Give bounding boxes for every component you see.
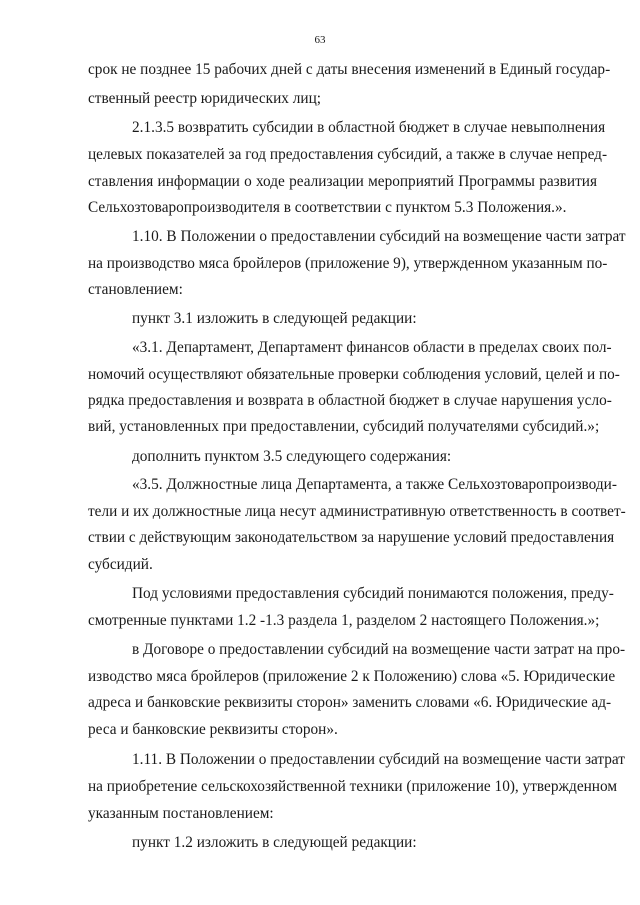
text-line: ставления информации о ходе реализации мероприятий Программы развития: [88, 173, 597, 190]
text-line: вий, установленных при предоставлении, субсидий получателями субсидий.»;: [88, 418, 600, 435]
text-line: смотренные пунктами 1.2 -1.3 раздела 1, разделом 2 настоящего Положения.»;: [88, 612, 600, 629]
text-line: ственный реестр юридических лиц;: [88, 90, 322, 107]
text-line: изводство мяса бройлеров (приложение 2 к Положению) слова «5. Юридические: [88, 668, 616, 685]
text-line: на приобретение сельскохозяйственной техники (приложение 10), утвержденном: [88, 778, 618, 795]
text-line: субсидий.: [88, 556, 153, 573]
text-line: на производство мяса бройлеров (приложение 9), утвержденном указанным по-: [88, 255, 608, 272]
text-line: «3.1. Департамент, Департамент финансов области в пределах своих пол-: [132, 339, 612, 356]
text-line: номочий осуществляют обязательные проверки соблюдения условий, целей и по-: [88, 366, 620, 383]
text-line: 1.11. В Положении о предоставлении субсидий на возмещение части затрат: [132, 751, 625, 768]
text-line: срок не позднее 15 рабочих дней с даты внесения изменений в Единый государ-: [88, 61, 611, 78]
text-line: 2.1.3.5 возвратить субсидии в областной бюджет в случае невыполнения: [132, 119, 606, 136]
text-line: Под условиями предоставления субсидий понимаются положения, преду-: [132, 585, 614, 602]
page-number: 63: [314, 34, 326, 46]
text-line: тели и их должностные лица несут административную ответственность в соответ-: [88, 503, 626, 520]
text-line: Сельхозтоваропроизводителя в соответствии с пунктом 5.3 Положения.».: [88, 199, 567, 216]
text-line: пункт 3.1 изложить в следующей редакции:: [132, 310, 417, 327]
text-line: пункт 1.2 изложить в следующей редакции:: [132, 834, 417, 851]
text-line: целевых показателей за год предоставления субсидий, а также в случае непред-: [88, 146, 608, 163]
text-line: в Договоре о предоставлении субсидий на возмещение части затрат на про-: [132, 641, 626, 658]
text-line: реса и банковские реквизиты сторон».: [88, 721, 338, 738]
text-line: указанным постановлением:: [88, 805, 274, 822]
text-line: дополнить пунктом 3.5 следующего содержания:: [132, 448, 452, 465]
text-line: рядка предоставления и возврата в областной бюджет в случае нарушения усло-: [88, 392, 612, 409]
text-line: ствии с действующим законодательством за нарушение условий предоставления: [88, 529, 615, 546]
text-line: «3.5. Должностные лица Департамента, а также Сельхозтоваропроизводи-: [132, 476, 617, 493]
text-line: адреса и банковские реквизиты сторон» заменить словами «6. Юридические ад-: [88, 694, 612, 711]
text-line: 1.10. В Положении о предоставлении субсидий на возмещение части затрат: [132, 228, 626, 245]
text-line: становлением:: [88, 281, 183, 298]
